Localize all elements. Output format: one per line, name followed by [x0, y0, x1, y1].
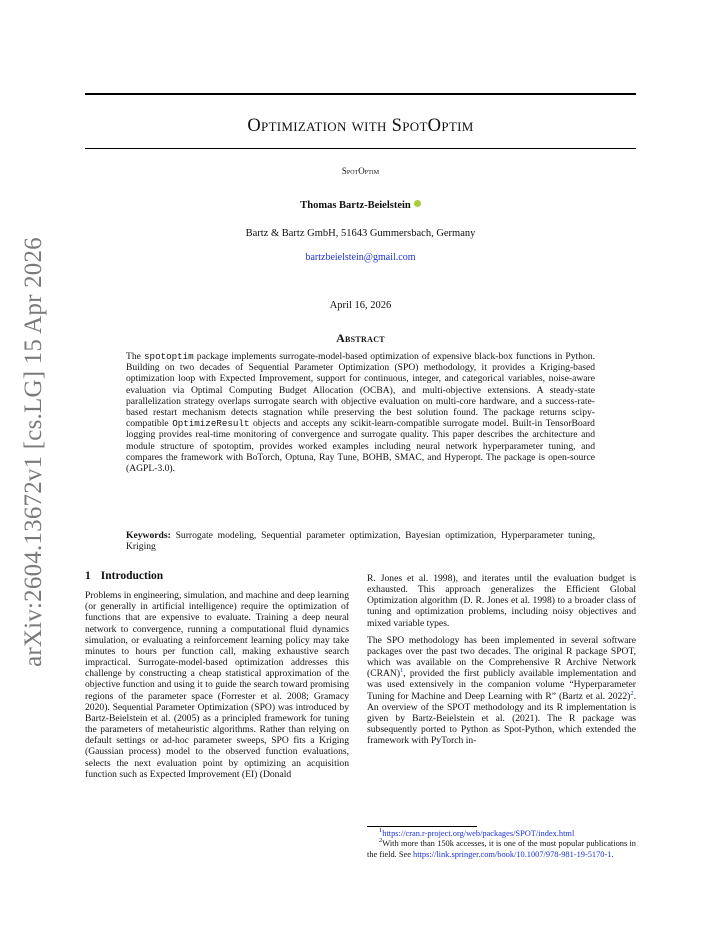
- abstract-code-package: spotoptim: [144, 351, 194, 362]
- intro-text-b: , provided the first publicly available implementation and was used extensively in the companion volume “Hyperparameter Tuning for Machine and Deep Learning with R” (Bartz et al. 2022): [367, 668, 636, 702]
- running-title: SpotOptim: [341, 166, 380, 176]
- keywords: [126, 530, 595, 552]
- title-bottom-rule: [85, 148, 636, 149]
- left-column: [85, 571, 349, 780]
- intro-text-c: . An overview of the SPOT methodology and its R implementation is given by Bartz-Beielstein et al. (2021). The R package was subsequently ported to Python as Spot-Python, which extended the framework with PyTorch in-: [367, 690, 636, 747]
- intro-paragraph-2: R. Jones et al. 1998), and iterates until the evaluation budget is exhausted. This approach generalizes the Efficient Global Optimization algorithm (D. R. Jones et al. 1998) to a broader class of tuning and optimization problems, including noisy objectives and mixed variable types.: [367, 573, 636, 629]
- section-number: 1: [85, 570, 91, 582]
- abstract-body: [126, 351, 595, 474]
- right-column: [367, 573, 636, 746]
- section-heading: [85, 571, 349, 582]
- footnote-ref-1[interactable]: 1: [400, 667, 404, 675]
- arxiv-identifier-sidebar: [12, 237, 56, 667]
- footnote-2-text: With more than 150k accesses, it is one of the most popular publications in the field. See: [367, 839, 636, 859]
- arxiv-identifier-text: arXiv:2604.13672v1 [cs.LG] 15 Apr 2026: [20, 237, 47, 667]
- keywords-label: Keywords:: [126, 530, 171, 541]
- footnote-2-link[interactable]: https://link.springer.com/book/10.1007/978-981-19-5170-1: [413, 849, 612, 859]
- abstract-text-1: The: [126, 351, 145, 362]
- affiliation: Bartz & Bartz GmbH, 51643 Gummersbach, Germany: [245, 228, 476, 239]
- paper-title: Optimization with SpotOptim: [247, 116, 474, 136]
- author-name: Thomas Bartz-Beielstein: [300, 200, 411, 211]
- footnote-1-link[interactable]: https://cran.r-project.org/web/packages/SPOT/index.html: [382, 829, 575, 838]
- orcid-icon[interactable]: [414, 200, 421, 207]
- intro-text-a: The SPO methodology has been implemented in several software packages over the past two decades. The original R package SPOT, which was available on the Comprehensive R Archive Network (CRAN): [367, 634, 636, 680]
- footnote-2-end: .: [611, 849, 614, 859]
- section-title: Introduction: [100, 570, 164, 582]
- intro-paragraph-3: [367, 635, 636, 747]
- email-link[interactable]: bartzbeielstein@gmail.com: [305, 252, 416, 263]
- footnote-1-mark: 1: [379, 827, 383, 834]
- footnote-2: [367, 839, 636, 860]
- abstract-text-2: package implements surrogate-model-based optimization of expensive black-box functions in Python. Building on two decades of Sequential Parameter Optimization (SPO) methodology, it provides a Kriging-based optimization loop with Expected Improvement, support for continuous, integer, and categorical variables, noise-aware evaluation via Optimal Computing Budget Allocation (OCBA), and multi-objective extensions. A steady-state parallelization strategy overlaps surrogate search with objective evaluation on multi-core hardware, and a success-rate-based restart mechanism detects stagnation while preserving the best solution found. The package returns scipy-compatible: [126, 351, 595, 430]
- abstract-text-3: objects and accepts any scikit-learn-compatible surrogate model. Built-in TensorBoard logging provides real-time monitoring of convergence and surrogate quality. This paper describes the architecture and module structure of spotoptim, provides worked examples including neural network hyperparameter tuning, and compares the framework with BoTorch, Optuna, Ray Tune, BOHB, SMAC, and Hyperopt. The package is open-source (AGPL-3.0).: [126, 418, 595, 475]
- footnote-ref-2[interactable]: 2: [630, 689, 634, 697]
- footnote-2-mark: 2: [379, 837, 383, 845]
- author-line: [85, 200, 636, 211]
- footnote-rule: [367, 826, 477, 827]
- top-rule: [85, 93, 636, 95]
- footnotes: [367, 829, 636, 860]
- paper-date: April 16, 2026: [329, 300, 392, 311]
- keywords-text: Surrogate modeling, Sequential parameter optimization, Bayesian optimization, Hyperparameter tuning, Kriging: [126, 530, 595, 553]
- footnote-1: [367, 829, 636, 839]
- abstract-code-result: OptimizeResult: [172, 418, 250, 430]
- intro-paragraph-1: Problems in engineering, simulation, and machine and deep learning (or generally in artificial intelligence) require the optimization of functions that are expensive to evaluate. Training a deep neural network to convergence, running a computational fluid dynamics simulation, or evaluating a reinforcement learning policy may take minutes to hours per function call, making exhaustive search impractical. Surrogate-model-based optimization addresses this challenge by constructing a cheap statistical approximation of the objective function and using it to guide the search toward promising regions of the parameter space (Forrester et al. 2008; Gramacy 2020). Sequential Parameter Optimization (SPO) was introduced by Bartz-Beielstein et al. (2005) as a principled framework for tuning the parameters of metaheuristic algorithms. Rather than relying on default settings or ad-hoc parameter sweeps, SPO fits a Kriging (Gaussian process) model to the observed function evaluations, selects the next evaluation point by optimizing an acquisition function such as Expected Improvement (EI) (Donald: [85, 590, 349, 780]
- abstract-heading: Abstract: [336, 331, 385, 345]
